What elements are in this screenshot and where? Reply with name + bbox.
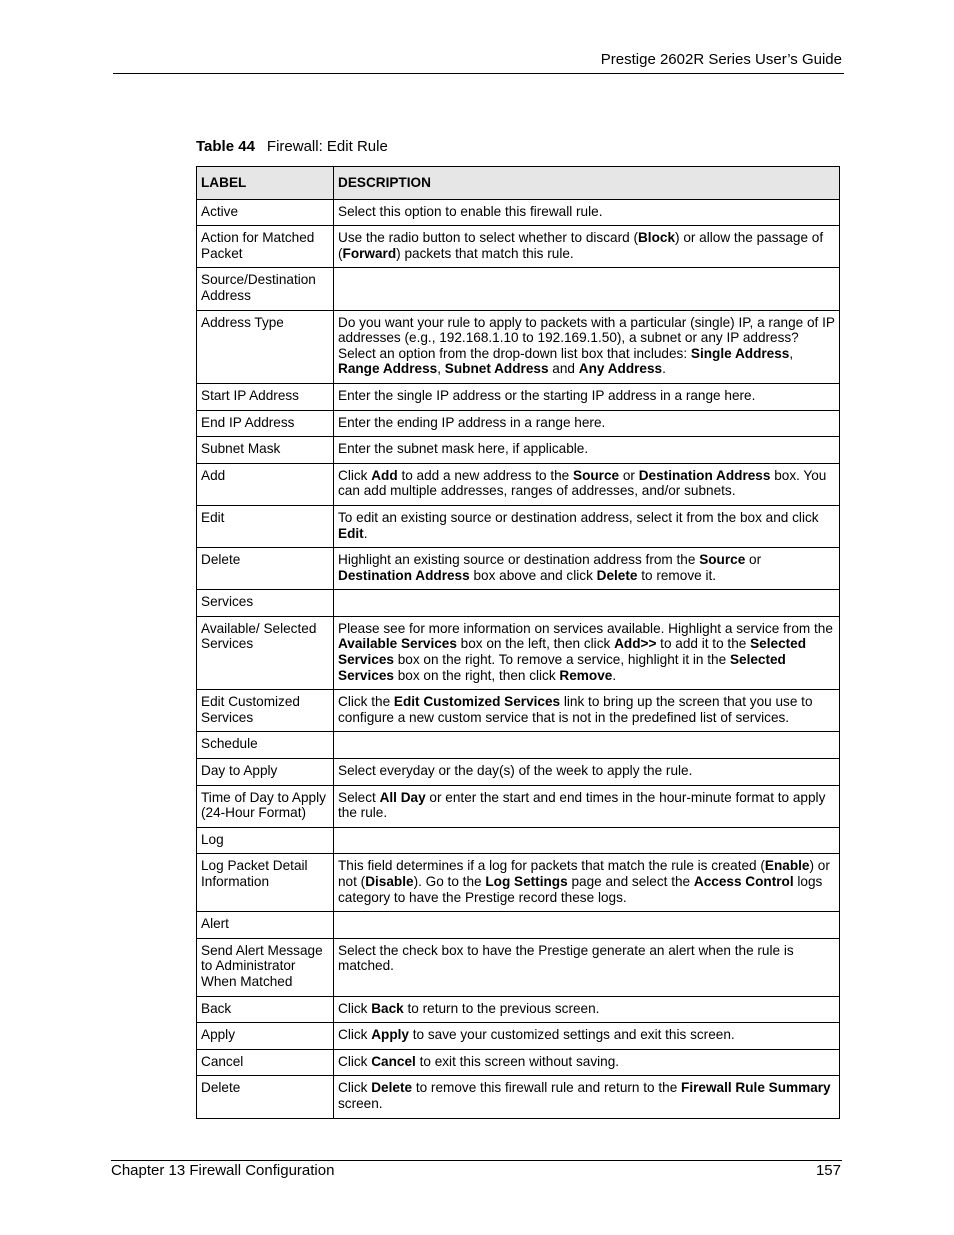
description-text: link to bring up the screen that you use to configure a new custom service that is not in the predefined list of services. [338, 694, 813, 725]
row-label: Alert [197, 912, 334, 939]
description-text: Enter the single IP address or the starting IP address in a range here. [338, 387, 756, 403]
table-row [197, 437, 840, 464]
table-body [197, 199, 840, 1118]
row-label: Active [197, 199, 334, 226]
table-row [197, 383, 840, 410]
table-row [197, 1049, 840, 1076]
row-description [334, 383, 840, 410]
row-description [334, 616, 840, 689]
column-header-description: DESCRIPTION [334, 167, 840, 200]
description-emphasis: Cancel [371, 1053, 416, 1069]
description-text: Please see for more information on services available. Highlight a service from the [338, 620, 833, 636]
description-emphasis: Block [637, 230, 676, 246]
table-row [197, 505, 840, 547]
description-emphasis: Edit Customized Services [393, 694, 561, 710]
description-emphasis: Forward [342, 245, 397, 261]
description-text: Click [338, 1053, 372, 1069]
description-emphasis: Enable [764, 858, 810, 874]
description-text: To edit an existing source or destination address, select it from the box and click [338, 509, 819, 525]
description-emphasis: Log Settings [485, 874, 568, 889]
table-row [197, 310, 840, 383]
table-row [197, 616, 840, 689]
description-emphasis: Apply [371, 1027, 409, 1043]
description-text: box above and click [469, 567, 597, 583]
row-description [334, 410, 840, 437]
table-row [197, 463, 840, 505]
row-description [334, 996, 840, 1023]
description-text: box on the right, then click [393, 667, 560, 683]
row-description [334, 268, 840, 310]
row-description [334, 199, 840, 226]
description-text: Enter the subnet mask here, if applicable. [338, 441, 589, 457]
row-description [334, 938, 840, 996]
table-row [197, 938, 840, 996]
row-label: Source/Destination Address [197, 268, 334, 310]
description-text: This field determines if a log for packets that match the rule is created ( [338, 858, 765, 874]
row-label: Send Alert Message to Administrator When Matched [197, 938, 334, 996]
description-emphasis: Any Address [578, 361, 663, 377]
description-text: Do you want your rule to apply to packets with a particular (single) IP, a range of IP addresses (e.g., 192.168.1.10 to 192.169.1.50), a subnet or any IP address? Select an option from the drop-down list box that includes: [338, 314, 835, 361]
description-text: logs category to have the Prestige record these logs. [338, 874, 823, 905]
row-label: Back [197, 996, 334, 1023]
row-description [334, 1076, 840, 1118]
row-description [334, 732, 840, 759]
column-header-label: LABEL [197, 167, 334, 200]
description-text: Highlight an existing source or destination address from the [338, 552, 700, 568]
description-text: Select this option to enable this firewall rule. [338, 203, 603, 219]
row-description [334, 226, 840, 268]
description-text: page and select the [567, 874, 694, 889]
row-description [334, 1049, 840, 1076]
description-text: or [619, 467, 639, 483]
row-label: Edit [197, 505, 334, 547]
row-description [334, 827, 840, 854]
row-description [334, 912, 840, 939]
description-emphasis: Access Control [693, 874, 794, 889]
description-text: . [363, 525, 368, 541]
row-label: Log Packet Detail Information [197, 854, 334, 912]
description-emphasis: Source [573, 467, 620, 483]
row-label: Subnet Mask [197, 437, 334, 464]
description-emphasis: Back [371, 1000, 404, 1016]
row-description [334, 785, 840, 827]
description-text: Click [338, 1027, 372, 1043]
description-text: and [548, 361, 579, 377]
description-text: to add a new address to the [397, 467, 573, 483]
description-text: screen. [338, 1095, 383, 1111]
description-text: . [662, 361, 666, 377]
description-text: box on the left, then click [456, 636, 615, 652]
table-row [197, 690, 840, 732]
description-text: Click [338, 467, 372, 483]
description-text: ) packets that match this rule. [396, 245, 574, 261]
description-text: or [745, 552, 762, 568]
description-emphasis: Add [371, 467, 398, 483]
table-caption [196, 138, 388, 155]
description-emphasis: Source [699, 552, 746, 568]
description-emphasis: Single Address [690, 345, 790, 361]
description-text: box. You can add multiple addresses, ranges of addresses, and/or subnets. [338, 467, 827, 499]
table-row [197, 1076, 840, 1118]
row-label: Delete [197, 548, 334, 590]
description-emphasis: Firewall Rule Summary [681, 1080, 831, 1096]
row-description [334, 310, 840, 383]
description-text: Click [338, 1080, 372, 1096]
table-row [197, 268, 840, 310]
description-text: Enter the ending IP address in a range here. [338, 414, 606, 430]
description-text: Click [338, 1000, 372, 1016]
table-number: Table 44 [196, 138, 255, 155]
table-row [197, 199, 840, 226]
table-title: Firewall: Edit Rule [266, 138, 388, 155]
firewall-edit-rule-table [196, 166, 840, 1119]
row-label: Available/ Selected Services [197, 616, 334, 689]
description-emphasis: Range Address [338, 361, 438, 377]
row-label: Time of Day to Apply (24-Hour Format) [197, 785, 334, 827]
table-row [197, 590, 840, 617]
table-row [197, 226, 840, 268]
table-row [197, 548, 840, 590]
description-text: , [437, 361, 445, 377]
description-emphasis: Selected Services [338, 636, 807, 668]
description-text: to add it to the [656, 636, 751, 652]
row-description [334, 437, 840, 464]
description-text: . [612, 667, 617, 683]
row-label: Apply [197, 1023, 334, 1050]
description-emphasis: Selected Services [338, 652, 786, 683]
description-emphasis: Destination Address [638, 467, 771, 483]
description-text: box on the right. To remove a service, highlight it in the [393, 652, 730, 668]
page-number: 157 [815, 1162, 841, 1179]
table-row [197, 759, 840, 786]
row-label: End IP Address [197, 410, 334, 437]
row-description [334, 548, 840, 590]
description-text: to remove this firewall rule and return to the [412, 1080, 682, 1096]
row-label: Action for Matched Packet [197, 226, 334, 268]
description-text: Select the check box to have the Prestige generate an alert when the rule is matched. [338, 942, 794, 974]
description-emphasis: Delete [371, 1080, 413, 1096]
description-text: Select [338, 789, 380, 805]
description-emphasis: Destination Address [338, 567, 470, 583]
row-label: Start IP Address [197, 383, 334, 410]
description-text: Select everyday or the day(s) of the week to apply the rule. [338, 763, 693, 779]
row-description [334, 854, 840, 912]
description-emphasis: All Day [379, 789, 426, 805]
table-row [197, 827, 840, 854]
table-row [197, 732, 840, 759]
description-text: to return to the previous screen. [403, 1000, 600, 1016]
description-emphasis: Delete [596, 567, 638, 583]
row-label: Day to Apply [197, 759, 334, 786]
description-text: to exit this screen without saving. [415, 1053, 620, 1069]
row-description [334, 690, 840, 732]
description-text: to save your customized settings and exit this screen. [409, 1027, 735, 1043]
table-row [197, 785, 840, 827]
description-text: , [789, 345, 794, 361]
description-text: ) or allow the passage of ( [338, 230, 824, 261]
row-description [334, 463, 840, 505]
footer-divider [111, 1160, 842, 1161]
row-label: Schedule [197, 732, 334, 759]
row-description [334, 759, 840, 786]
header-divider [113, 73, 844, 74]
row-label: Cancel [197, 1049, 334, 1076]
description-emphasis: Remove [559, 667, 613, 683]
row-label: Edit Customized Services [197, 690, 334, 732]
row-description [334, 1023, 840, 1050]
chapter-title: Chapter 13 Firewall Configuration [111, 1162, 335, 1179]
row-label: Address Type [197, 310, 334, 383]
description-emphasis: Add>> [614, 636, 657, 652]
table-row [197, 854, 840, 912]
description-text: Use the radio button to select whether to discard ( [338, 230, 638, 246]
table-row [197, 996, 840, 1023]
table-header-row [197, 167, 840, 200]
description-emphasis: Disable [365, 874, 414, 889]
table-row [197, 1023, 840, 1050]
row-label: Services [197, 590, 334, 617]
row-description [334, 505, 840, 547]
row-label: Delete [197, 1076, 334, 1118]
description-emphasis: Subnet Address [444, 361, 549, 377]
row-label: Add [197, 463, 334, 505]
description-emphasis: Available Services [338, 636, 457, 652]
description-emphasis: Edit [338, 525, 364, 541]
row-description [334, 590, 840, 617]
description-text: ). Go to the [413, 874, 486, 889]
table-row [197, 410, 840, 437]
description-text: Click the [338, 694, 394, 710]
guide-title: Prestige 2602R Series User’s Guide [600, 51, 842, 68]
description-text: to remove it. [637, 567, 717, 583]
table-row [197, 912, 840, 939]
description-text: or enter the start and end times in the hour-minute format to apply the rule. [338, 789, 826, 821]
description-text: ) or not ( [338, 858, 830, 889]
row-label: Log [197, 827, 334, 854]
